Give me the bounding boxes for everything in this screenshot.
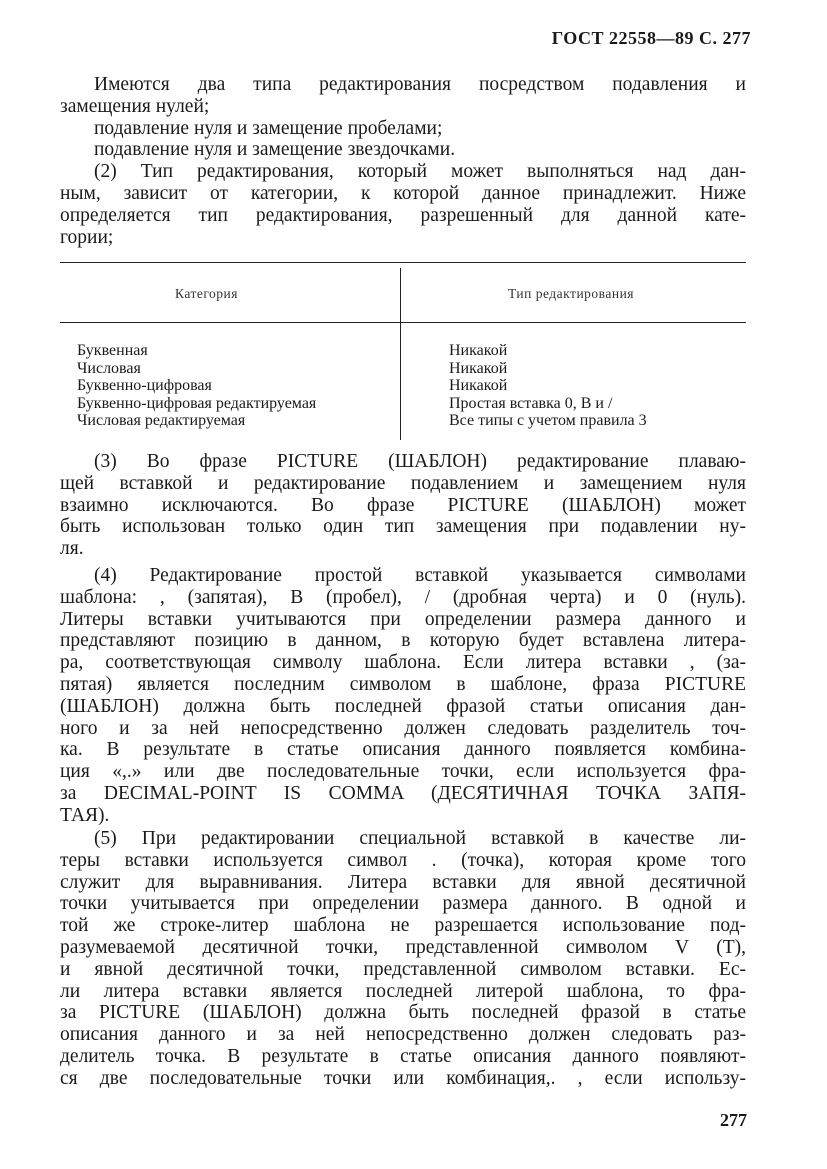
text-line: за PICTURE (ШАБЛОН) должна быть последней фразой в статье xyxy=(60,1002,746,1024)
text-line: описания данного и за ней непосредственно должен следовать раз- xyxy=(60,1024,746,1046)
text-line: делитель точка. В результате в статье описания данного появляют- xyxy=(60,1045,746,1067)
intro-paragraph xyxy=(60,74,746,248)
text-line: замещения нулей; xyxy=(60,95,210,117)
text-line: разумеваемой десятичной точки, представленной символом V (Т), xyxy=(60,936,746,958)
text-line: подавление нуля и замещение пробелами; xyxy=(94,117,443,139)
text-line: гории; xyxy=(60,226,114,248)
table-column-divider xyxy=(400,268,401,440)
paragraph-4 xyxy=(60,565,746,827)
text-line: и явной десятичной точки, представленной символом вставки. Ес- xyxy=(60,958,746,980)
text-line: быть использован только один тип замещения при подавлении ну- xyxy=(60,516,746,538)
text-line: ного и за ней непосредственно должен следовать разделитель точ- xyxy=(60,717,746,739)
table-top-rule xyxy=(60,262,746,263)
text-line: точки учитывается при определении размера данного. В одной и xyxy=(60,893,746,915)
text-line: пятая) является последним символом в шаблоне, фраза PICTURE xyxy=(60,673,746,695)
table-column-categories xyxy=(77,342,316,430)
table-header-edit-type: Тип редактирования xyxy=(508,286,635,301)
table-cell-category: Числовая редактируемая xyxy=(77,412,246,429)
text-line: Литеры вставки учитываются при определении размера данного и xyxy=(60,608,746,630)
page-number: 277 xyxy=(720,1110,747,1130)
table-cell-edit-type: Никакой xyxy=(449,359,508,377)
text-line: Имеются два типа редактирования посредством подавления и xyxy=(94,74,746,95)
text-line: ли литера вставки является последней литерой шаблона, то фра- xyxy=(60,980,746,1002)
table-cell-edit-type: Простая вставка 0, В и / xyxy=(449,394,613,412)
text-line: определяется тип редактирования, разрешенный для данной кате- xyxy=(60,204,746,226)
text-line: ра, соответствующая символу шаблона. Если литера вставки , (за- xyxy=(60,652,746,674)
text-line: щей вставкой и редактирование подавлением и замещением нуля xyxy=(60,472,746,494)
text-line: ка. В результате в статье описания данного появляется комбина- xyxy=(60,739,746,761)
table-cell-category: Буквенная xyxy=(77,342,148,359)
text-line: (4) Редактирование простой вставкой указывается символами xyxy=(94,565,746,586)
text-line: (5) При редактировании специальной вставкой в качестве ли- xyxy=(94,828,746,849)
text-line: ся две последовательные точки или комбинация,. , если использу- xyxy=(60,1067,746,1089)
text-line: представляют позицию в данном, в которую будет вставлена литера- xyxy=(60,630,746,652)
table-cell-category: Числовая xyxy=(77,359,141,377)
table-cell-edit-type: Все типы с учетом правила 3 xyxy=(449,412,647,429)
text-line: ля. xyxy=(60,538,84,560)
text-line: подавление нуля и замещение звездочками. xyxy=(94,139,456,161)
table-cell-edit-type: Никакой xyxy=(449,377,508,394)
text-line: той же строке-литер шаблона не разрешается использование под- xyxy=(60,915,746,937)
table-cell-category: Буквенно-цифровая xyxy=(77,377,212,394)
text-line: (2) Тип редактирования, который может выполняться над дан- xyxy=(94,161,746,183)
text-line: взаимно исключаются. Во фразе PICTURE (ШАБЛОН) может xyxy=(60,494,746,516)
table-cell-category: Буквенно-цифровая редактируемая xyxy=(77,394,317,412)
text-line: (ШАБЛОН) должна быть последней фразой статьи описания дан- xyxy=(60,695,746,717)
text-line: шаблона: , (запятая), В (пробел), / (дробная черта) и 0 (нуль). xyxy=(60,586,746,608)
paragraph-3 xyxy=(60,451,746,560)
paragraph-5 xyxy=(60,828,746,1090)
text-line: теры вставки используется символ . (точка), которая кроме того xyxy=(60,849,746,871)
text-line: ция «,.» или две последовательные точки, если используется фра- xyxy=(60,761,746,783)
table-header-rule xyxy=(60,322,746,323)
text-line: ТАЯ). xyxy=(60,804,110,826)
text-line: служит для выравнивания. Литера вставки для явной десятичной xyxy=(60,871,746,893)
running-header: ГОСТ 22558—89 С. 277 xyxy=(551,28,751,48)
table-column-edit-types xyxy=(449,342,647,430)
category-editing-table xyxy=(60,262,746,437)
text-line: ным, зависит от категории, к которой данное принадлежит. Ниже xyxy=(60,182,746,204)
table-cell-edit-type: Никакой xyxy=(449,342,508,359)
text-line: за DECIMAL-POINT IS COMMA (ДЕСЯТИЧНАЯ ТОЧКА ЗАПЯ- xyxy=(60,782,746,804)
table-header-category: Категория xyxy=(175,286,238,301)
text-line: (3) Во фразе PICTURE (ШАБЛОН) редактирование плаваю- xyxy=(94,451,746,472)
